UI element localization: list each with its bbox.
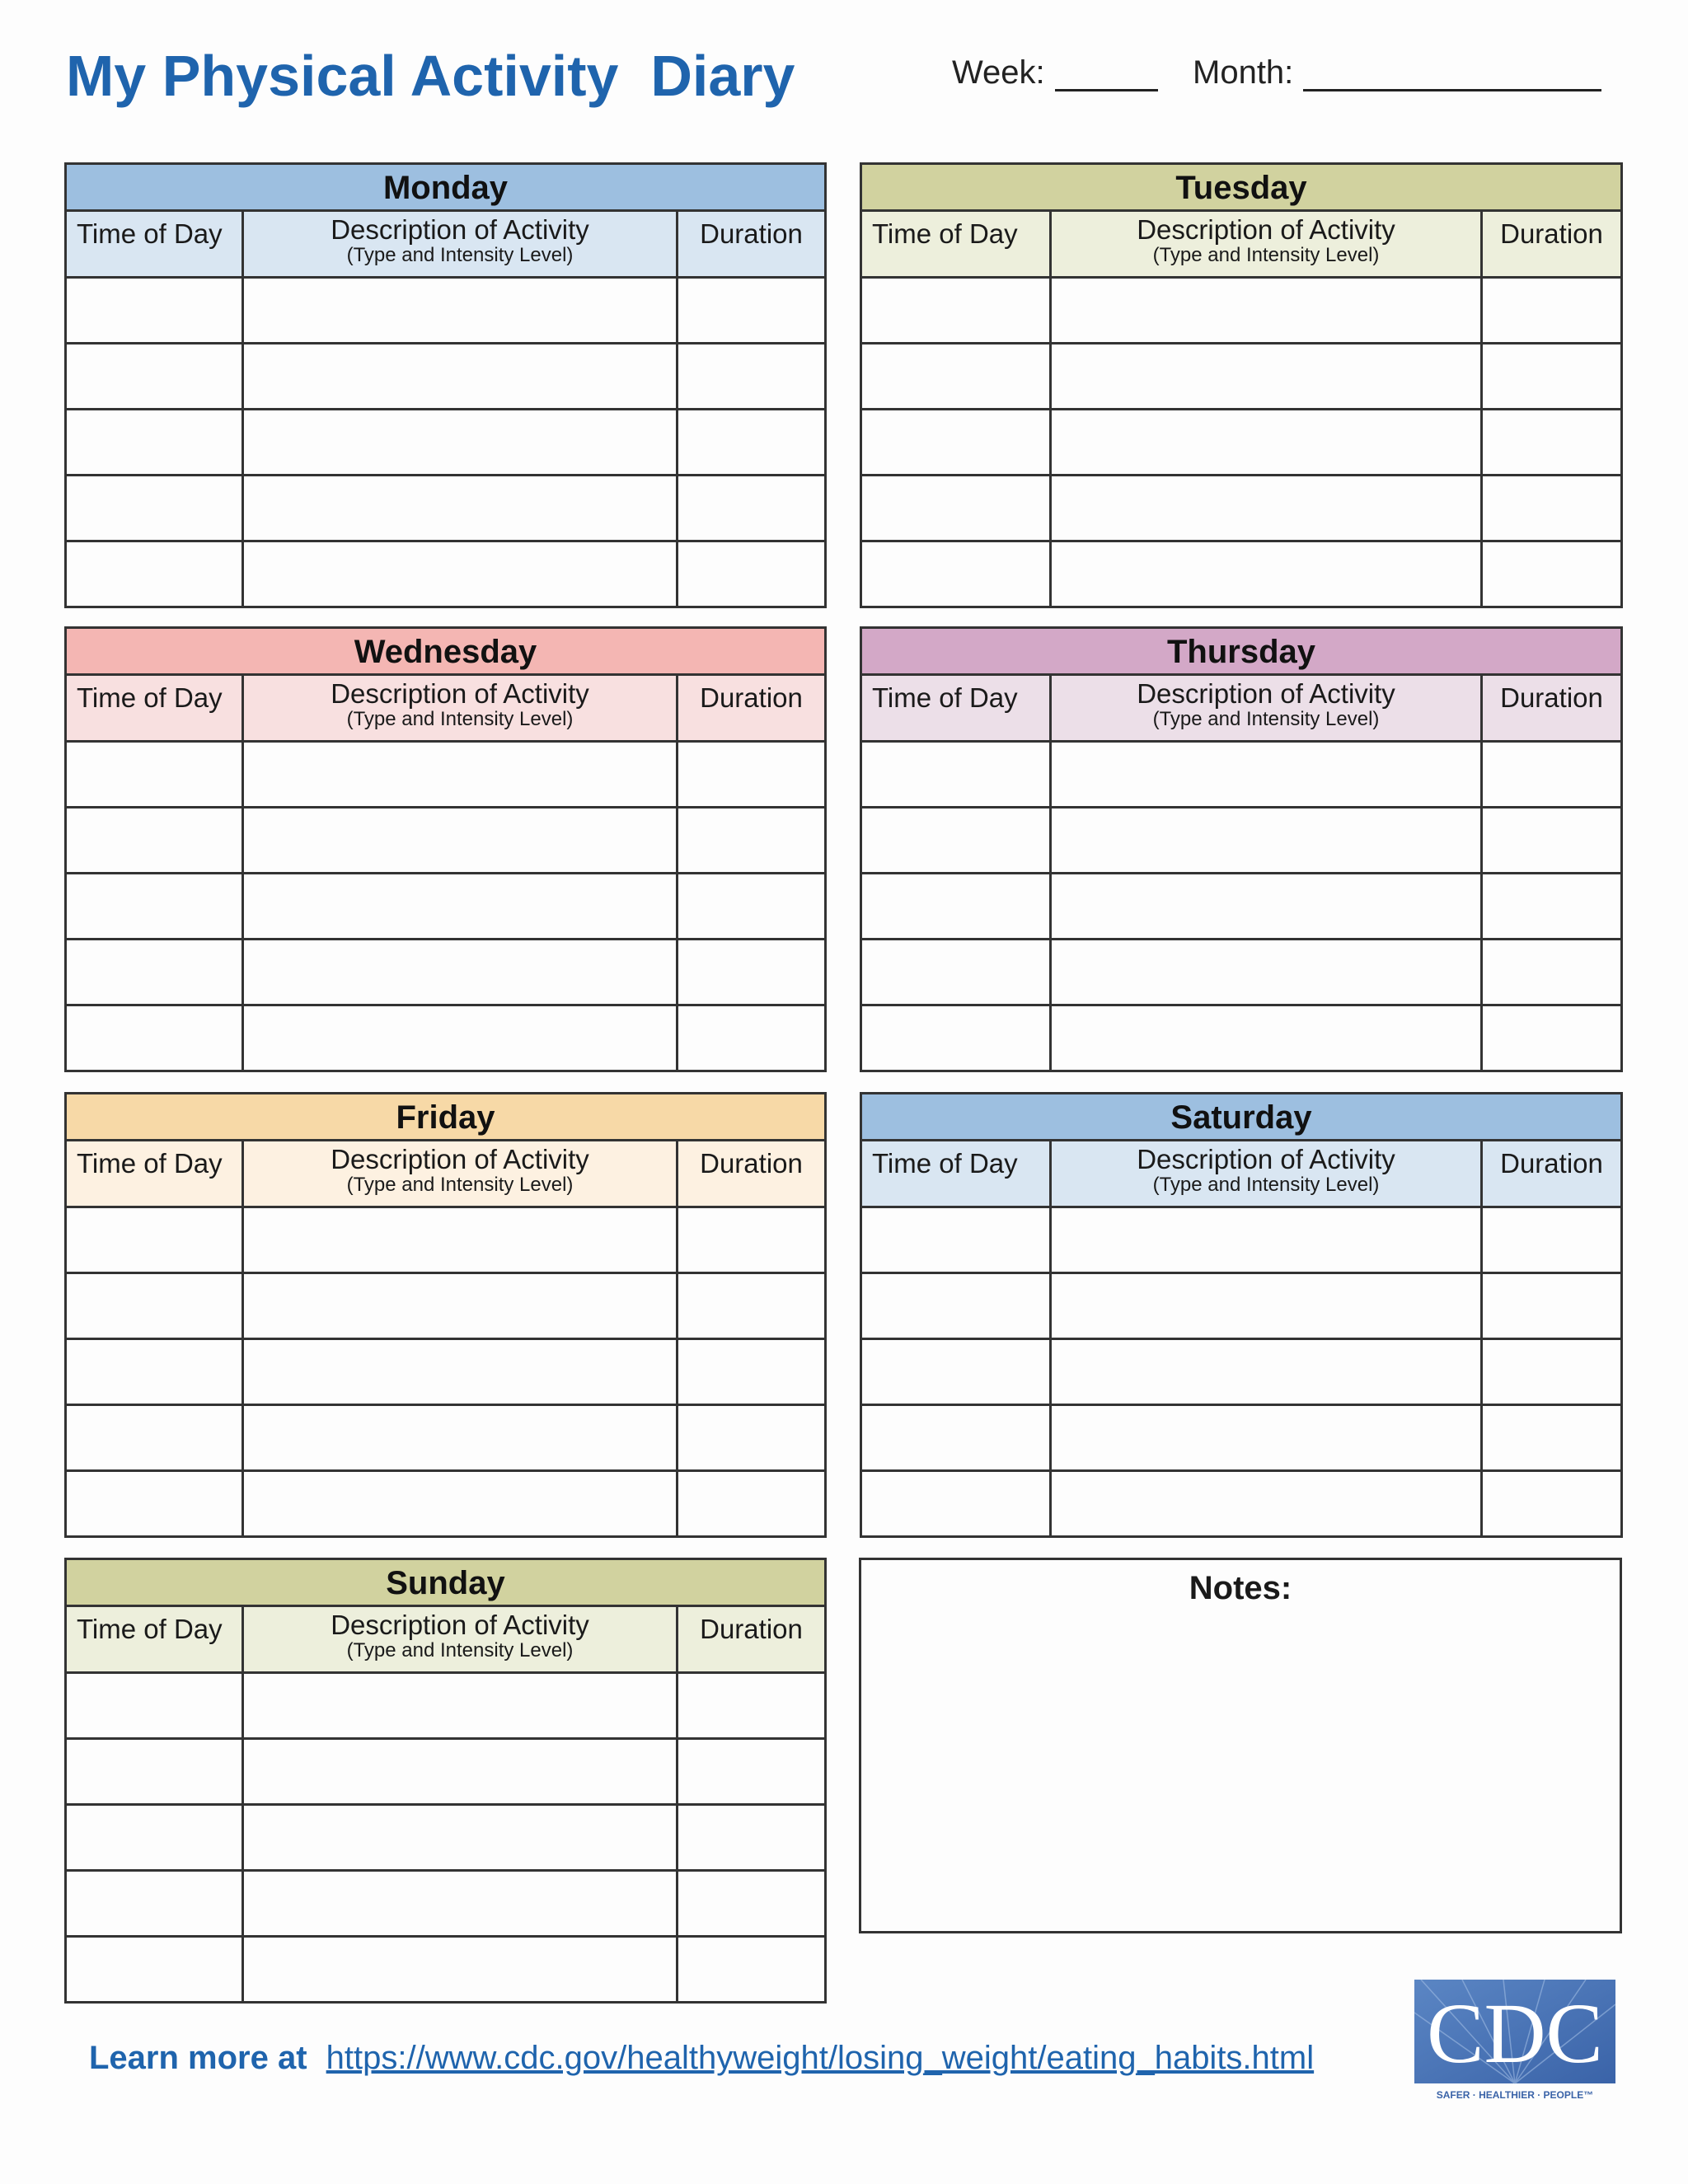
duration-cell[interactable] xyxy=(1483,279,1620,342)
description-header xyxy=(244,1141,678,1206)
table-row xyxy=(862,808,1620,874)
time-of-day-header: Time of Day xyxy=(67,1141,244,1206)
description-cell[interactable] xyxy=(244,1472,678,1535)
description-cell[interactable] xyxy=(244,940,678,1004)
description-header xyxy=(1052,676,1483,740)
table-row xyxy=(67,279,824,344)
duration-cell[interactable] xyxy=(678,279,824,342)
time-of-day-cell[interactable] xyxy=(862,940,1052,1004)
duration-cell[interactable] xyxy=(1483,940,1620,1004)
description-cell[interactable] xyxy=(244,1406,678,1469)
duration-cell[interactable] xyxy=(678,1406,824,1469)
wednesday-heading: Wednesday xyxy=(67,629,824,676)
table-row xyxy=(862,743,1620,808)
time-of-day-cell[interactable] xyxy=(67,410,244,474)
notes-box[interactable] xyxy=(859,1558,1622,1933)
description-cell[interactable] xyxy=(244,542,678,606)
description-header-sublabel: (Type and Intensity Level) xyxy=(346,244,574,266)
duration-cell[interactable] xyxy=(1483,542,1620,606)
description-cell[interactable] xyxy=(1052,743,1483,806)
time-of-day-cell[interactable] xyxy=(67,1006,244,1070)
duration-cell[interactable] xyxy=(678,940,824,1004)
duration-cell[interactable] xyxy=(1483,476,1620,540)
duration-cell[interactable] xyxy=(678,1806,824,1869)
table-row xyxy=(67,344,824,410)
month-blank-line[interactable] xyxy=(1303,56,1601,91)
table-row xyxy=(67,743,824,808)
duration-cell[interactable] xyxy=(678,542,824,606)
learn-more-label: Learn more at xyxy=(89,2040,307,2076)
table-row xyxy=(67,1674,824,1740)
time-of-day-cell[interactable] xyxy=(67,1406,244,1469)
table-row xyxy=(67,1006,824,1070)
column-header-row xyxy=(862,212,1620,279)
description-cell[interactable] xyxy=(1052,476,1483,540)
month-label: Month: xyxy=(1193,54,1294,91)
week-label: Week: xyxy=(952,54,1045,91)
time-of-day-header: Time of Day xyxy=(67,212,244,276)
monday-heading: Monday xyxy=(67,165,824,212)
description-cell[interactable] xyxy=(1052,279,1483,342)
description-header-label: Description of Activity xyxy=(331,1610,589,1640)
time-of-day-cell[interactable] xyxy=(862,279,1052,342)
duration-cell[interactable] xyxy=(678,808,824,872)
description-header xyxy=(244,676,678,740)
time-of-day-header: Time of Day xyxy=(862,212,1052,276)
description-cell[interactable] xyxy=(1052,1472,1483,1535)
saturday-table xyxy=(860,1092,1623,1538)
table-row xyxy=(862,476,1620,542)
column-header-row xyxy=(67,1141,824,1208)
description-cell[interactable] xyxy=(1052,1208,1483,1272)
table-row xyxy=(67,1806,824,1872)
table-row xyxy=(67,1340,824,1406)
duration-header: Duration xyxy=(1500,1148,1603,1179)
table-row xyxy=(862,1208,1620,1274)
duration-cell[interactable] xyxy=(1483,1006,1620,1070)
duration-cell[interactable] xyxy=(678,1340,824,1404)
description-header-label: Description of Activity xyxy=(331,214,589,245)
time-of-day-cell[interactable] xyxy=(862,542,1052,606)
time-of-day-cell[interactable] xyxy=(862,1406,1052,1469)
description-cell[interactable] xyxy=(244,410,678,474)
table-row xyxy=(67,1872,824,1938)
time-of-day-cell[interactable] xyxy=(67,1340,244,1404)
duration-cell[interactable] xyxy=(678,1274,824,1338)
duration-header: Duration xyxy=(700,218,803,249)
description-cell[interactable] xyxy=(1052,410,1483,474)
column-header-row xyxy=(67,676,824,743)
time-of-day-header: Time of Day xyxy=(67,676,244,740)
time-of-day-cell[interactable] xyxy=(67,279,244,342)
time-of-day-header: Time of Day xyxy=(862,1141,1052,1206)
description-header xyxy=(1052,1141,1483,1206)
description-cell[interactable] xyxy=(244,808,678,872)
description-header-label: Description of Activity xyxy=(331,678,589,709)
time-of-day-cell[interactable] xyxy=(67,1938,244,2001)
table-row xyxy=(67,1274,824,1340)
column-header-row xyxy=(67,1607,824,1674)
friday-table xyxy=(64,1092,827,1538)
description-cell[interactable] xyxy=(244,1208,678,1272)
duration-cell[interactable] xyxy=(1483,874,1620,938)
description-cell[interactable] xyxy=(244,1674,678,1737)
description-header-sublabel: (Type and Intensity Level) xyxy=(346,1174,574,1196)
duration-cell[interactable] xyxy=(1483,808,1620,872)
table-row xyxy=(862,542,1620,606)
duration-cell[interactable] xyxy=(1483,1208,1620,1272)
duration-cell[interactable] xyxy=(678,1938,824,2001)
table-row xyxy=(67,476,824,542)
duration-header: Duration xyxy=(700,1614,803,1644)
description-cell[interactable] xyxy=(1052,808,1483,872)
time-of-day-cell[interactable] xyxy=(67,476,244,540)
time-of-day-cell[interactable] xyxy=(67,344,244,408)
description-header xyxy=(1052,212,1483,276)
cdc-logo xyxy=(1413,1980,1617,2102)
learn-more-link[interactable]: https://www.cdc.gov/healthyweight/losing_weight/eating_habits.html xyxy=(326,2040,1315,2076)
time-of-day-cell[interactable] xyxy=(67,743,244,806)
description-header-sublabel: (Type and Intensity Level) xyxy=(1152,1174,1380,1196)
table-row xyxy=(862,1274,1620,1340)
description-cell[interactable] xyxy=(244,1340,678,1404)
duration-cell[interactable] xyxy=(678,1740,824,1803)
description-header-label: Description of Activity xyxy=(1137,1144,1395,1174)
description-cell[interactable] xyxy=(244,743,678,806)
table-row xyxy=(862,874,1620,940)
duration-cell[interactable] xyxy=(1483,1472,1620,1535)
time-of-day-cell[interactable] xyxy=(862,476,1052,540)
notes-title: Notes: xyxy=(1189,1570,1292,1606)
footer xyxy=(89,2040,1314,2077)
description-cell[interactable] xyxy=(1052,1406,1483,1469)
table-row xyxy=(67,1406,824,1472)
description-cell[interactable] xyxy=(1052,344,1483,408)
duration-cell[interactable] xyxy=(678,1006,824,1070)
duration-cell[interactable] xyxy=(678,874,824,938)
week-field[interactable] xyxy=(952,54,1158,91)
duration-cell[interactable] xyxy=(1483,410,1620,474)
time-of-day-header: Time of Day xyxy=(862,676,1052,740)
description-cell[interactable] xyxy=(1052,940,1483,1004)
time-of-day-cell[interactable] xyxy=(67,1274,244,1338)
wednesday-table xyxy=(64,626,827,1072)
saturday-heading: Saturday xyxy=(862,1094,1620,1141)
table-row xyxy=(67,940,824,1006)
description-header-label: Description of Activity xyxy=(331,1144,589,1174)
description-cell[interactable] xyxy=(244,1806,678,1869)
description-cell[interactable] xyxy=(244,1740,678,1803)
thursday-table xyxy=(860,626,1623,1072)
description-header-label: Description of Activity xyxy=(1137,214,1395,245)
description-cell[interactable] xyxy=(1052,874,1483,938)
time-of-day-cell[interactable] xyxy=(862,1472,1052,1535)
duration-cell[interactable] xyxy=(678,1472,824,1535)
description-cell[interactable] xyxy=(244,279,678,342)
time-of-day-cell[interactable] xyxy=(67,808,244,872)
table-row xyxy=(67,808,824,874)
week-blank-line[interactable] xyxy=(1055,56,1158,91)
description-cell[interactable] xyxy=(244,1872,678,1935)
description-cell[interactable] xyxy=(244,344,678,408)
duration-header: Duration xyxy=(1500,218,1603,249)
sunday-table xyxy=(64,1558,827,2004)
table-row xyxy=(862,279,1620,344)
column-header-row xyxy=(862,1141,1620,1208)
thursday-heading: Thursday xyxy=(862,629,1620,676)
column-header-row xyxy=(67,212,824,279)
table-row xyxy=(862,1472,1620,1535)
description-cell[interactable] xyxy=(1052,1340,1483,1404)
description-cell[interactable] xyxy=(244,1938,678,2001)
duration-header: Duration xyxy=(700,682,803,713)
description-header-sublabel: (Type and Intensity Level) xyxy=(1152,708,1380,730)
description-cell[interactable] xyxy=(1052,542,1483,606)
tuesday-table xyxy=(860,162,1623,608)
duration-cell[interactable] xyxy=(678,743,824,806)
month-field[interactable] xyxy=(1193,54,1601,91)
duration-cell[interactable] xyxy=(1483,1274,1620,1338)
tuesday-heading: Tuesday xyxy=(862,165,1620,212)
table-row xyxy=(67,410,824,476)
description-header-sublabel: (Type and Intensity Level) xyxy=(346,1639,574,1661)
table-row xyxy=(862,1340,1620,1406)
sunday-heading: Sunday xyxy=(67,1560,824,1607)
time-of-day-cell[interactable] xyxy=(862,1208,1052,1272)
table-row xyxy=(67,542,824,606)
description-cell[interactable] xyxy=(1052,1006,1483,1070)
duration-header: Duration xyxy=(700,1148,803,1179)
duration-cell[interactable] xyxy=(678,1674,824,1737)
cdc-logo-icon xyxy=(1413,1980,1617,2102)
description-cell[interactable] xyxy=(244,1274,678,1338)
description-cell[interactable] xyxy=(244,476,678,540)
table-row xyxy=(67,1740,824,1806)
time-of-day-cell[interactable] xyxy=(862,410,1052,474)
cdc-logo-text: CDC xyxy=(1427,1986,1603,2081)
duration-cell[interactable] xyxy=(1483,1406,1620,1469)
friday-heading: Friday xyxy=(67,1094,824,1141)
time-of-day-cell[interactable] xyxy=(862,1006,1052,1070)
description-header xyxy=(244,1607,678,1671)
time-of-day-cell[interactable] xyxy=(67,1740,244,1803)
description-cell[interactable] xyxy=(1052,1274,1483,1338)
duration-cell[interactable] xyxy=(678,410,824,474)
cdc-tagline: SAFER · HEALTHIER · PEOPLE™ xyxy=(1436,2089,1594,2101)
page-title: My Physical Activity Diary xyxy=(66,44,795,108)
duration-cell[interactable] xyxy=(678,1208,824,1272)
table-row xyxy=(862,1006,1620,1070)
time-of-day-cell[interactable] xyxy=(67,1806,244,1869)
table-row xyxy=(67,1208,824,1274)
monday-table xyxy=(64,162,827,608)
duration-header: Duration xyxy=(1500,682,1603,713)
duration-cell[interactable] xyxy=(1483,344,1620,408)
description-cell[interactable] xyxy=(244,874,678,938)
table-row xyxy=(67,1472,824,1535)
table-row xyxy=(862,344,1620,410)
time-of-day-cell[interactable] xyxy=(862,743,1052,806)
description-header-sublabel: (Type and Intensity Level) xyxy=(346,708,574,730)
time-of-day-cell[interactable] xyxy=(862,874,1052,938)
duration-cell[interactable] xyxy=(678,476,824,540)
time-of-day-cell[interactable] xyxy=(67,1208,244,1272)
description-header-sublabel: (Type and Intensity Level) xyxy=(1152,244,1380,266)
time-of-day-cell[interactable] xyxy=(862,808,1052,872)
table-row xyxy=(67,1938,824,2001)
description-cell[interactable] xyxy=(244,1006,678,1070)
time-of-day-cell[interactable] xyxy=(67,940,244,1004)
time-of-day-header: Time of Day xyxy=(67,1607,244,1671)
time-of-day-cell[interactable] xyxy=(67,1472,244,1535)
time-of-day-cell[interactable] xyxy=(67,542,244,606)
duration-cell[interactable] xyxy=(678,344,824,408)
time-of-day-cell[interactable] xyxy=(67,1674,244,1737)
duration-cell[interactable] xyxy=(678,1872,824,1935)
description-header-label: Description of Activity xyxy=(1137,678,1395,709)
table-row xyxy=(862,410,1620,476)
table-row xyxy=(862,940,1620,1006)
column-header-row xyxy=(862,676,1620,743)
table-row xyxy=(862,1406,1620,1472)
duration-cell[interactable] xyxy=(1483,743,1620,806)
time-of-day-cell[interactable] xyxy=(67,1872,244,1935)
duration-cell[interactable] xyxy=(1483,1340,1620,1404)
time-of-day-cell[interactable] xyxy=(862,344,1052,408)
description-header xyxy=(244,212,678,276)
time-of-day-cell[interactable] xyxy=(862,1274,1052,1338)
table-row xyxy=(67,874,824,940)
time-of-day-cell[interactable] xyxy=(862,1340,1052,1404)
time-of-day-cell[interactable] xyxy=(67,874,244,938)
